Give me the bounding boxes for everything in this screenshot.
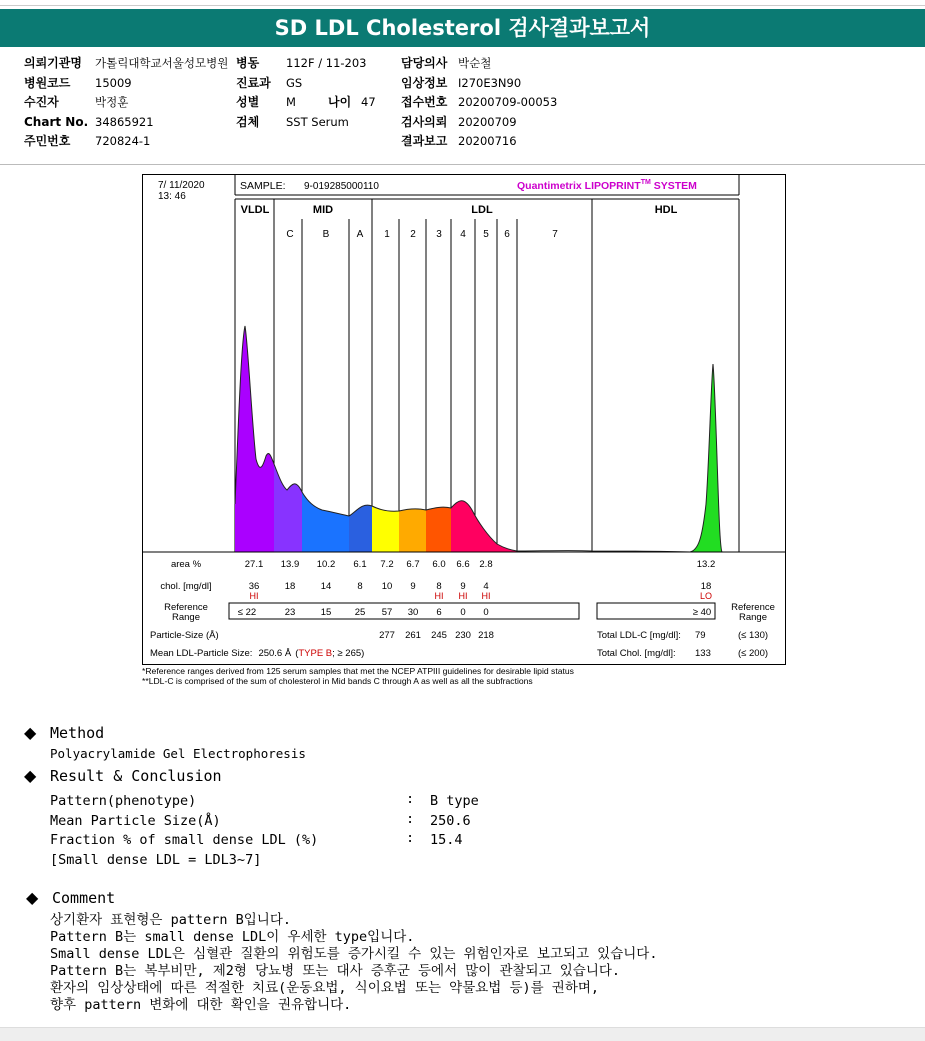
total-chol-ref: (≤ 200) xyxy=(738,648,769,659)
result-value-pattern: B type xyxy=(430,793,479,809)
brand-tm: TM xyxy=(640,179,651,186)
comment-line: 환자의 임상상태에 따른 적절한 치료(운동요법, 식이요법 또는 약물요법 등)를 권하며, xyxy=(50,980,600,996)
id-label: 주민번호 xyxy=(24,134,71,148)
receipt-value: 20200709-00053 xyxy=(458,95,558,109)
subband-4: 4 xyxy=(460,229,466,240)
particle-label: Particle-Size (Å) xyxy=(150,630,219,641)
comment-line: Pattern B는 small dense LDL이 우세한 type입니다. xyxy=(50,929,415,945)
particle-ldl2: 261 xyxy=(405,630,421,641)
specimen-value: SST Serum xyxy=(286,115,349,129)
mean-label: Mean LDL-Particle Size: xyxy=(150,648,253,659)
bottom-scroll-area[interactable] xyxy=(0,1027,925,1041)
area-ldl5: 2.8 xyxy=(479,559,493,570)
ward-value: 112F / 11-203 xyxy=(286,56,367,70)
flag-ldl3: HI xyxy=(434,591,444,601)
result-value-fraction: 15.4 xyxy=(430,832,463,848)
ward-label: 병동 xyxy=(236,56,260,70)
header-divider xyxy=(0,164,925,165)
total-ldl-label: Total LDL-C [mg/dl]: xyxy=(597,630,681,641)
result-label-size: Mean Particle Size(Å) xyxy=(50,813,221,829)
ref-label-2: Range xyxy=(172,612,200,623)
code-label: 병원코드 xyxy=(24,76,71,90)
ref-ldl1: 57 xyxy=(381,607,393,618)
particle-ldl3: 245 xyxy=(431,630,447,641)
method-title: Method xyxy=(50,724,105,742)
patient-label: 수진자 xyxy=(24,95,59,109)
chart-no-value: 34865921 xyxy=(95,115,154,129)
ref-midc: 23 xyxy=(284,607,296,618)
hospital-value: 가톨릭대학교서울성모병원 xyxy=(95,56,229,70)
lipoprint-svg xyxy=(142,174,786,688)
ref-midb: 15 xyxy=(320,607,332,618)
particle-ldl1: 277 xyxy=(379,630,395,641)
chol-vldl: 36 xyxy=(248,581,260,592)
ref-vldl: ≤ 22 xyxy=(237,607,257,618)
info-row-2 xyxy=(0,74,925,92)
band-hdl: HDL xyxy=(654,204,678,216)
chol-ldl3: 8 xyxy=(436,581,442,592)
brand-text xyxy=(517,179,697,192)
comment-line: Pattern B는 복부비만, 제2형 당뇨병 또는 대사 증후군 등에서 많이 관찰되고 있습니다. xyxy=(50,963,621,979)
sex-value: M xyxy=(286,95,296,109)
result-label-pattern: Pattern(phenotype) xyxy=(50,793,197,809)
area-midb: 10.2 xyxy=(316,559,336,570)
ref-label-right-2: Range xyxy=(739,612,767,623)
brand-suffix: SYSTEM xyxy=(650,180,697,192)
area-hdl: 13.2 xyxy=(696,559,716,570)
area-vldl: 27.1 xyxy=(244,559,264,570)
doctor-value: 박순철 xyxy=(458,56,492,70)
result-note: [Small dense LDL = LDL3~7] xyxy=(50,852,262,868)
subband-7: 7 xyxy=(552,229,558,240)
chart-no-label: Chart No. xyxy=(24,115,89,129)
subband-a: A xyxy=(356,229,364,240)
subband-2: 2 xyxy=(410,229,416,240)
subband-b: B xyxy=(322,229,330,240)
request-label: 검사의뢰 xyxy=(401,115,448,129)
area-ldl2: 6.7 xyxy=(406,559,420,570)
sample-label: SAMPLE: xyxy=(240,180,286,192)
age-value: 47 xyxy=(361,95,376,109)
dept-label: 진료과 xyxy=(236,76,271,90)
report-label: 결과보고 xyxy=(401,134,448,148)
comment-line: 상기환자 표현형은 pattern B입니다. xyxy=(50,912,291,928)
mean-type: TYPE B xyxy=(298,648,333,659)
particle-ldl5: 218 xyxy=(478,630,494,641)
result-colon: : xyxy=(406,791,415,807)
sex-label: 성별 xyxy=(236,95,260,109)
subband-3: 3 xyxy=(436,229,442,240)
report-title: SD LDL Cholesterol 검사결과보고서 xyxy=(0,9,925,47)
area-midc: 13.9 xyxy=(280,559,300,570)
lipoprint-chart xyxy=(142,174,786,688)
ldl3-peak xyxy=(426,507,451,552)
chart-date: 7/ 11/2020 xyxy=(158,180,205,191)
info-row-4 xyxy=(0,113,925,131)
receipt-label: 접수번호 xyxy=(401,95,448,109)
ref-ldl5: 0 xyxy=(483,607,489,618)
subband-6: 6 xyxy=(504,229,510,240)
result-label-fraction: Fraction % of small dense LDL (%) xyxy=(50,832,319,848)
total-chol-label: Total Chol. [mg/dl]: xyxy=(597,648,676,659)
ref-mida: 25 xyxy=(354,607,366,618)
age-label: 나이 xyxy=(328,95,352,109)
chol-mida: 8 xyxy=(357,581,363,592)
area-label: area % xyxy=(170,559,202,570)
id-value: 720824-1 xyxy=(95,134,151,148)
ref-ldl3: 6 xyxy=(436,607,442,618)
diamond-icon: ◆ xyxy=(24,766,37,785)
patient-value: 박정훈 xyxy=(95,95,129,109)
patient-info xyxy=(0,50,925,164)
specimen-label: 검체 xyxy=(236,115,260,129)
report-value: 20200716 xyxy=(458,134,517,148)
chol-ldl2: 9 xyxy=(410,581,416,592)
chol-ldl4: 9 xyxy=(460,581,466,592)
area-ldl1: 7.2 xyxy=(380,559,394,570)
ref-label-1: Reference xyxy=(164,602,208,613)
total-chol-value: 133 xyxy=(695,648,711,659)
subband-1: 1 xyxy=(384,229,390,240)
flag-hdl: LO xyxy=(699,591,713,601)
chol-midc: 18 xyxy=(284,581,296,592)
result-colon: : xyxy=(406,830,415,846)
result-colon: : xyxy=(406,811,415,827)
flag-ldl4: HI xyxy=(458,591,468,601)
diamond-icon: ◆ xyxy=(26,888,39,907)
chol-label: chol. [mg/dl] xyxy=(160,581,212,592)
diamond-icon: ◆ xyxy=(24,723,37,742)
clinical-label: 임상정보 xyxy=(401,76,448,90)
ref-ldl2: 30 xyxy=(407,607,419,618)
flag-vldl: HI xyxy=(249,591,259,601)
subband-5: 5 xyxy=(483,229,489,240)
info-row-3 xyxy=(0,93,925,111)
hospital-label: 의뢰기관명 xyxy=(24,56,82,70)
comment-line: Small dense LDL은 심혈관 질환의 위험도를 증가시킬 수 있는 위험인자로 보고되고 있습니다. xyxy=(50,946,658,962)
sample-value: 9-019285000110 xyxy=(304,181,379,192)
mean-value: 250.6 Å xyxy=(258,648,292,659)
result-title: Result & Conclusion xyxy=(50,767,222,785)
ref-label-right-1: Reference xyxy=(731,602,775,613)
doctor-label: 담당의사 xyxy=(401,56,448,70)
clinical-value: I270E3N90 xyxy=(458,76,522,90)
band-mid: MID xyxy=(312,204,334,216)
chol-midb: 14 xyxy=(320,581,332,592)
chol-ldl5: 4 xyxy=(483,581,489,592)
comment-line: 향후 pattern 변화에 대한 확인을 권유합니다. xyxy=(50,997,352,1013)
area-ldl4: 6.6 xyxy=(456,559,470,570)
total-ldl-value: 79 xyxy=(695,630,706,641)
request-value: 20200709 xyxy=(458,115,517,129)
band-vldl: VLDL xyxy=(240,204,270,216)
mean-ref: ; ≥ 265) xyxy=(332,648,365,659)
footnote-2: **LDL-C is comprised of the sum of cholesterol in Mid bands C through A as well as all the subfractions xyxy=(142,676,533,686)
info-row-1 xyxy=(0,54,925,72)
particle-ldl4: 230 xyxy=(455,630,471,641)
chol-ldl1: 10 xyxy=(381,581,393,592)
flag-ldl5: HI xyxy=(481,591,491,601)
chol-hdl: 18 xyxy=(700,581,712,592)
total-ldl-ref: (≤ 130) xyxy=(738,630,769,641)
ref-ldl4: 0 xyxy=(460,607,466,618)
area-ldl3: 6.0 xyxy=(432,559,446,570)
band-ldl: LDL xyxy=(471,204,493,216)
chart-time: 13: 46 xyxy=(158,191,186,202)
ref-hdl: ≥ 40 xyxy=(692,607,712,618)
mean-open-paren: ( xyxy=(295,648,299,659)
brand-name: Quantimetrix LIPOPRINT xyxy=(517,180,641,192)
area-mida: 6.1 xyxy=(353,559,367,570)
result-value-size: 250.6 xyxy=(430,813,471,829)
comment-title: Comment xyxy=(52,889,116,907)
footnote-1: *Reference ranges derived from 125 serum samples that met the NCEP ATPIII guidelines for desirable lipid status xyxy=(142,666,574,676)
ldl1-peak xyxy=(372,506,399,552)
code-value: 15009 xyxy=(95,76,132,90)
info-row-5 xyxy=(0,132,925,150)
subband-c: C xyxy=(286,229,294,240)
method-text: Polyacrylamide Gel Electrophoresis xyxy=(50,746,306,761)
dept-value: GS xyxy=(286,76,303,90)
top-divider xyxy=(0,5,925,6)
ldl2-peak xyxy=(399,509,426,552)
